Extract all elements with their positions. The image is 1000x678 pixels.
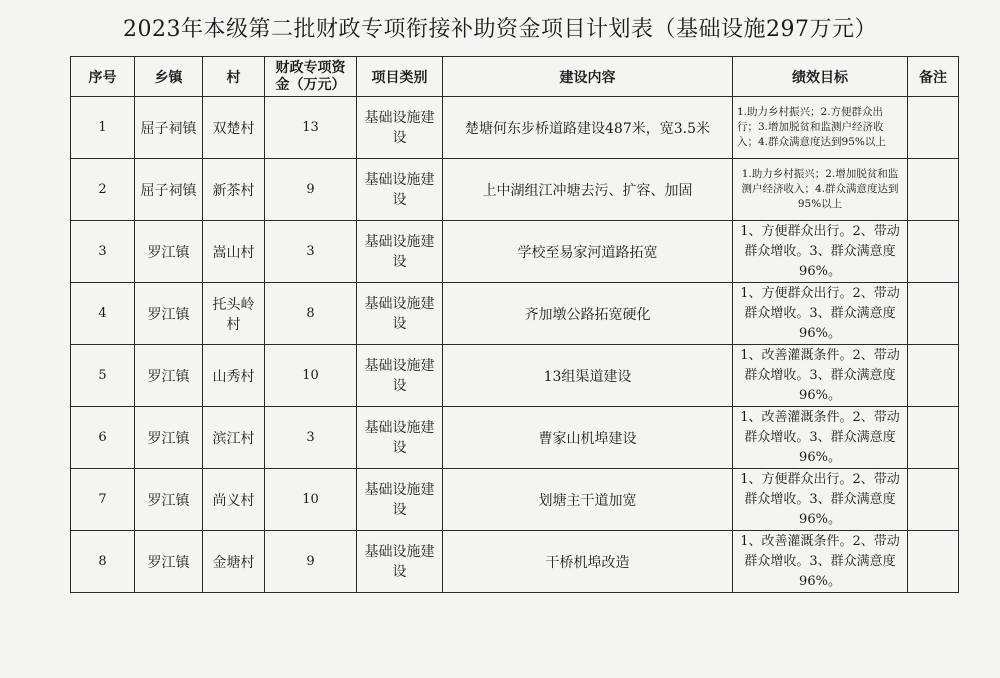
cell-note [908,221,959,283]
cell-village: 尚义村 [203,469,265,531]
document-title: 2023年本级第二批财政专项衔接补助资金项目计划表（基础设施297万元） [123,17,877,42]
table-row [71,97,959,159]
cell-perf: 1、方便群众出行。2、带动群众增收。3、群众满意度96%。 [733,469,908,531]
project-plan-table [70,56,959,593]
cell-town: 罗江镇 [135,407,203,469]
cell-seq: 4 [71,283,135,345]
cell-perf: 1、方便群众出行。2、带动群众增收。3、群众满意度96%。 [733,221,908,283]
cell-town: 罗江镇 [135,469,203,531]
cell-village: 嵩山村 [203,221,265,283]
cell-fund: 3 [265,407,357,469]
table-row [71,159,959,221]
cell-note [908,283,959,345]
cell-village: 金塘村 [203,531,265,593]
header-town: 乡镇 [135,57,203,97]
cell-note [908,407,959,469]
cell-town: 罗江镇 [135,531,203,593]
cell-village: 滨江村 [203,407,265,469]
cell-perf: 1、改善灌溉条件。2、带动群众增收。3、群众满意度96%。 [733,407,908,469]
cell-type: 基础设施建设 [357,97,443,159]
cell-town: 罗江镇 [135,221,203,283]
cell-perf: 1.助力乡村振兴；2.方便群众出行；3.增加脱贫和监测户经济收入；4.群众满意度达到95%以上 [733,97,908,159]
cell-type: 基础设施建设 [357,345,443,407]
cell-seq: 6 [71,407,135,469]
cell-note [908,469,959,531]
cell-seq: 3 [71,221,135,283]
cell-type: 基础设施建设 [357,159,443,221]
cell-village: 新茶村 [203,159,265,221]
table-row [71,469,959,531]
cell-note [908,97,959,159]
header-row [71,57,959,97]
table-row [71,345,959,407]
cell-perf: 1、改善灌溉条件。2、带动群众增收。3、群众满意度96%。 [733,345,908,407]
cell-content: 划塘主干道加宽 [443,469,733,531]
table-row [71,407,959,469]
cell-content: 13组渠道建设 [443,345,733,407]
header-village: 村 [203,57,265,97]
header-content: 建设内容 [443,57,733,97]
cell-note [908,345,959,407]
header-seq: 序号 [71,57,135,97]
header-perf: 绩效目标 [733,57,908,97]
cell-fund: 9 [265,159,357,221]
header-note: 备注 [908,57,959,97]
cell-type: 基础设施建设 [357,283,443,345]
cell-seq: 7 [71,469,135,531]
cell-type: 基础设施建设 [357,407,443,469]
header-fund: 财政专项资金（万元） [265,57,357,97]
cell-town: 屈子祠镇 [135,159,203,221]
cell-fund: 10 [265,345,357,407]
cell-note [908,159,959,221]
table-row [71,531,959,593]
cell-type: 基础设施建设 [357,469,443,531]
cell-note [908,531,959,593]
cell-type: 基础设施建设 [357,531,443,593]
cell-fund: 13 [265,97,357,159]
cell-fund: 3 [265,221,357,283]
header-type: 项目类别 [357,57,443,97]
cell-village: 托头岭村 [203,283,265,345]
cell-fund: 9 [265,531,357,593]
table-row [71,221,959,283]
cell-seq: 2 [71,159,135,221]
cell-content: 上中湖组江冲塘去污、扩容、加固 [443,159,733,221]
cell-content: 曹家山机埠建设 [443,407,733,469]
cell-content: 楚塘何东步桥道路建设487米，宽3.5米 [443,97,733,159]
cell-town: 罗江镇 [135,283,203,345]
cell-perf: 1、方便群众出行。2、带动群众增收。3、群众满意度96%。 [733,283,908,345]
cell-content: 齐加墩公路拓宽硬化 [443,283,733,345]
cell-content: 干桥机埠改造 [443,531,733,593]
cell-village: 双楚村 [203,97,265,159]
cell-fund: 10 [265,469,357,531]
cell-town: 屈子祠镇 [135,97,203,159]
cell-town: 罗江镇 [135,345,203,407]
cell-perf: 1.助力乡村振兴；2.增加脱贫和监测户经济收入；4.群众满意度达到95%以上 [733,159,908,221]
cell-seq: 1 [71,97,135,159]
cell-fund: 8 [265,283,357,345]
cell-perf: 1、改善灌溉条件。2、带动群众增收。3、群众满意度96%。 [733,531,908,593]
cell-village: 山秀村 [203,345,265,407]
cell-type: 基础设施建设 [357,221,443,283]
cell-seq: 5 [71,345,135,407]
cell-content: 学校至易家河道路拓宽 [443,221,733,283]
table-row [71,283,959,345]
cell-seq: 8 [71,531,135,593]
